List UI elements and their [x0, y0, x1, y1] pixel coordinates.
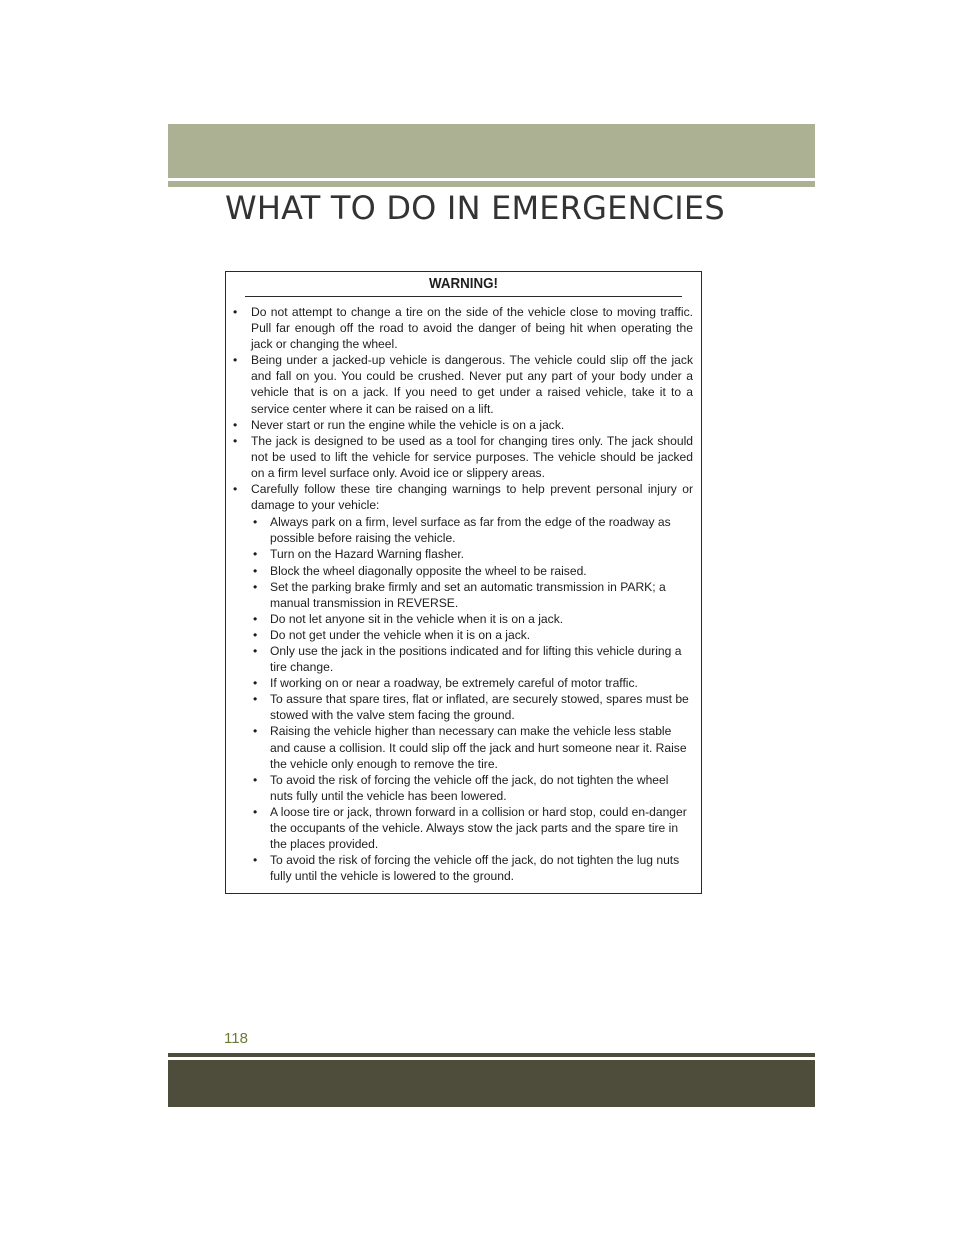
page-number: 118	[224, 1030, 248, 1047]
sub-warning-item: • Only use the jack in the positions indicated and for lifting this vehicle during a tire change.	[251, 643, 693, 675]
warning-item: • Never start or run the engine while the vehicle is on a jack.	[233, 417, 693, 433]
warning-box	[225, 271, 702, 894]
sub-warning-item: • A loose tire or jack, thrown forward in a collision or hard stop, could en-danger the occupants of the vehicle. Always stow the jack parts and the spare tire in the places provided.	[251, 804, 693, 852]
warning-heading: WARNING!	[245, 272, 682, 297]
sub-warning-item: • If working on or near a roadway, be extremely careful of motor traffic.	[251, 675, 693, 691]
sub-warning-item: • Do not get under the vehicle when it is on a jack.	[251, 627, 693, 643]
warning-item-text: Carefully follow these tire changing warnings to help prevent personal injury or damage to your vehicle:	[251, 482, 693, 513]
sub-warning-item: • Always park on a firm, level surface as far from the edge of the roadway as possible before raising the vehicle.	[251, 514, 693, 546]
sub-warning-item: • To avoid the risk of forcing the vehicle off the jack, do not tighten the wheel nuts fully until the vehicle has been lowered.	[251, 772, 693, 804]
sub-warning-item: • To assure that spare tires, flat or inflated, are securely stowed, spares must be stowed with the valve stem facing the ground.	[251, 691, 693, 723]
warning-item: • The jack is designed to be used as a tool for changing tires only. The jack should not be used to lift the vehicle for service purposes. The vehicle should be jacked on a firm level surface only. Avoid ice or slippery areas.	[233, 433, 693, 481]
sub-warning-item: • Raising the vehicle higher than necessary can make the vehicle less stable and cause a collision. It could slip off the jack and hurt someone near it. Raise the vehicle only enough to remove the tire.	[251, 723, 693, 771]
sub-warning-item: • Do not let anyone sit in the vehicle when it is on a jack.	[251, 611, 693, 627]
page-title: WHAT TO DO IN EMERGENCIES	[225, 189, 725, 227]
warning-item: • Being under a jacked-up vehicle is dangerous. The vehicle could slip off the jack and fall on you. You could be crushed. Never put any part of your body under a vehicle that is on a jack. If you need to get under a raised vehicle, take it to a service center where it can be raised on a lift.	[233, 352, 693, 416]
sub-warning-item: • To avoid the risk of forcing the vehicle off the jack, do not tighten the lug nuts fully until the vehicle is lowered to the ground.	[251, 852, 693, 884]
tire-changing-warnings-list	[251, 514, 693, 884]
header-rule	[168, 181, 815, 187]
footer-band	[168, 1060, 815, 1107]
sub-warning-item: • Set the parking brake firmly and set an automatic transmission in PARK; a manual transmission in REVERSE.	[251, 579, 693, 611]
warning-list	[233, 304, 693, 884]
sub-warning-item: • Block the wheel diagonally opposite the wheel to be raised.	[251, 563, 693, 579]
warning-item-with-sublist	[233, 481, 693, 884]
footer-rule	[168, 1053, 815, 1057]
header-band	[168, 124, 815, 178]
warning-body	[226, 297, 701, 884]
warning-item: • Do not attempt to change a tire on the side of the vehicle close to moving traffic. Pull far enough off the road to avoid the danger of being hit when operating the jack or changing the wheel.	[233, 304, 693, 352]
sub-warning-item: • Turn on the Hazard Warning flasher.	[251, 546, 693, 562]
